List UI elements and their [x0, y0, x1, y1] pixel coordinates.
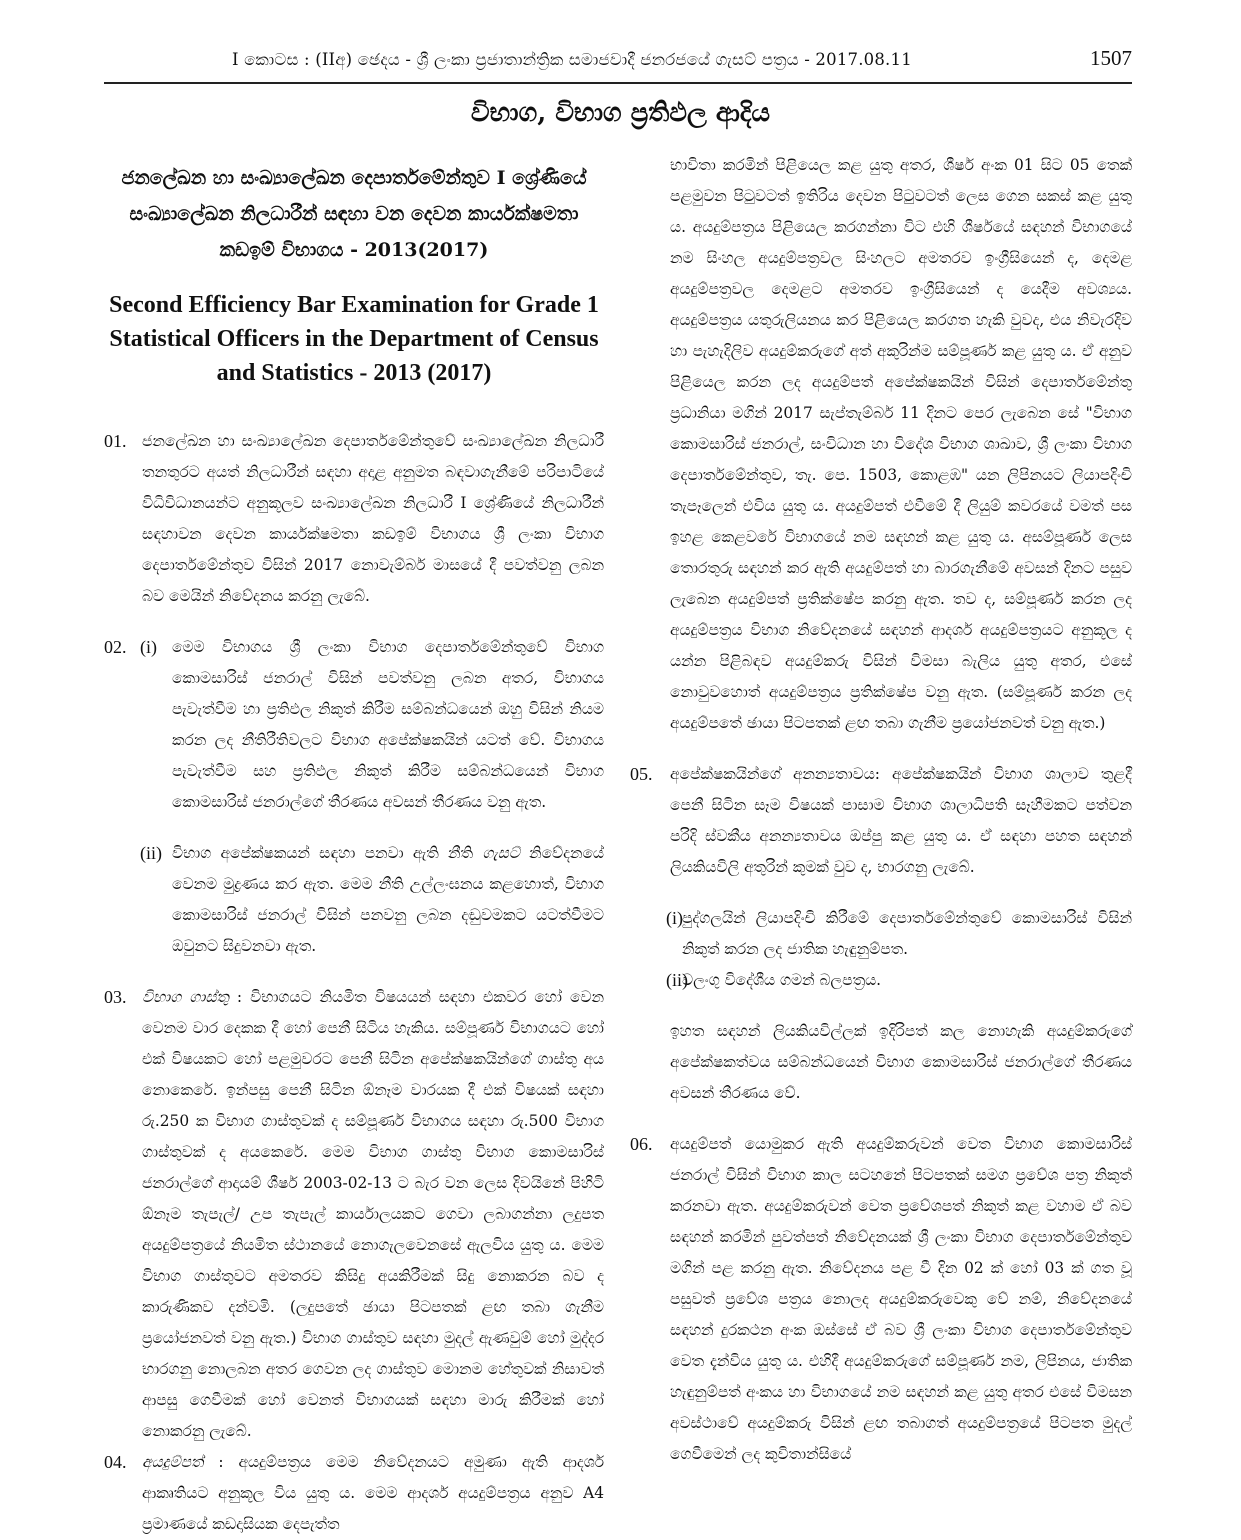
paragraph-text: භාවිතා කරමින් පිළියෙල කළ යුතු අතර, ශීර්ෂ අංක 01 සිට 05 තෙක් පළමුවන පිටුවටත් ඉතිරිය දෙවන පිටුවටත් ලෙස ගෙන සකස් කළ යුතු ය. අයදුම්පත්‍රය පිළියෙල කරගන්නා විට එහි ශීර්ෂයේ සඳහන් විභාගයේ නම සිංහල අයදුම්පත්‍රවල සිංහලට අමතරව ඉංග්‍රීසියෙන් ද, දෙමළ අයදුම්පත්‍රවල දෙමළට අමතරව ඉංග්‍රීසියෙන් ද යෙදීම අවශ්‍යය. අයදුම්පත්‍රය යතුරුලියනය කර පිළියෙල කරගත හැකි වුවද, එය නිවැරදිව හා පැහැදිලිව අයදුම්කරුගේ අත් අකුරින්ම සම්පූර්ණ කළ යුතු ය. ඒ අනුව පිළියෙල කරන ලද අයදුම්පත් අපේක්ෂකයින් විසින් දෙපාර්තමේන්තු ප්‍රධානියා මගින් 2017 සැප්තැම්බර් 11 දිනට පෙර ලැබෙන සේ "විභාග කොමසාරිස් ජනරාල්, සංවිධාන හා විදේශ විභාග ශාඛාව, ශ්‍රී ලංකා විභාග දෙපාර්තමේන්තුව, තැ. පෙ. 1503, කොළඹ" යන ලිපිනයට ලියාපදිංචි තැපෑලෙන් එවිය යුතු ය. අයදුම්පත් එවීමේ දී ලියුම් කවරයේ වමත් පස ඉහළ කෙළවරේ විභාගයේ නම සඳහන් කළ යුතු ය. අසම්පූර්ණ ලෙස තොරතුරු සඳහන් කර ඇති අයදුම්පත් හා බාරගැනීමේ අවසන් දිනට පසුව ලැබෙන අයදුම්පත් ප්‍රතික්ෂේප කරනු ඇත. තව ද, සම්පූර්ණ කරන ලද අයදුම්පත්‍රය විභාග නිවේදනයේ සඳහන් ආදර්ශ අයදුම්පත්‍රයට අනුකූල ද යන්න පිළිබඳව අයදුම්කරු විසින් විමසා බැලිය යුතු අතර, එසේ නොවුවහොත් අයදුම්පත්‍රය ප්‍රතික්ෂේප වනු ඇත. (සම්පූර්ණ කරන ලද අයදුම්පතේ ඡායා පිටපතක් ළඟ තබා ගැනීම ප්‍රයෝජනවත් වනු ඇත.): [670, 156, 1132, 732]
paragraph-number: 03.: [104, 987, 127, 1007]
paragraph-01: [104, 426, 604, 612]
paragraph-number: 04.: [104, 1452, 127, 1472]
paragraph-number: 06.: [630, 1134, 653, 1154]
paragraph-heading: අයදුම්පත්: [142, 1453, 204, 1471]
paragraph-05-closing: [630, 1016, 1132, 1109]
paragraph-text: විභාග ගාස්තු : විභාගයට නියමිත විෂයයන් සඳහා එකවර හෝ වෙන වෙනම වාර දෙකක දී හෝ පෙනී සිටිය හැකිය. සම්පූර්ණ විභාගයට හෝ එක් විෂයකට හෝ පළමුවරට පෙනී සිටින අපේක්ෂකයින්ගේ ගාස්තු අය නොකෙරේ. ඉන්පසු පෙනී සිටින ඕනෑම වාරයක දී එක් විෂයක් සඳහා රු.250 ක විභාග ගාස්තුවක් ද සම්පූර්ණ විභාගය සඳහා රු.500 විභාග ගාස්තුවක් ද අයකෙරේ. මෙම විභාග ගාස්තු විභාග කොමසාරිස් ජනරාල්ගේ ආදායම් ශීර්ෂ 2003-02-13 ට බැර වන ලෙස දිවයිනේ පිහිටි ඕනෑම තැපැල්/ උප තැපැල් කාර්යාලයකට ගෙවා ලබාගන්නා ලදුපත අයදුම්පත්‍රයේ නියමිත ස්ථානයේ නොගැලවෙනසේ ඇලවිය යුතු ය. මෙම විභාග ගාස්තුවට අමතරව කිසිදු අයකිරීමක් සිදු නොකරන බව ද කාරුණිකව දන්වමි. (ලදුපතේ ඡායා පිටපතක් ළඟ තබා ගැනීම ප්‍රයෝජනවත් වනු ඇත.) විභාග ගාස්තුව සඳහා මුදල් ඇණවුම් හෝ මුද්දර භාරගනු නොලබන අතර ගෙවන ලද ගාස්තුව මොනම හේතුවක් නිසාවත් ආපසු ගෙවීමක් හෝ වෙනත් විභාගයක් සඳහා මාරු කිරීමක් හෝ නොකරනු ලැබේ.: [142, 988, 604, 1440]
paragraph-text: වලංගු විදේශීය ගමන් බලපත්‍රය.: [682, 971, 882, 989]
paragraph-03: [104, 982, 604, 1447]
paragraph-05: [630, 759, 1132, 883]
sub-item-label: (ii): [666, 970, 688, 990]
running-header: [104, 40, 1132, 84]
paragraph-02-i: [104, 632, 604, 818]
paragraph-text: පුද්ගලයින් ලියාපදිංචි කිරීමේ දෙපාර්තමේන්තුවේ කොමසාරිස් විසින් නිකුත් කරන ලද ජාතික හැඳුනුම්පත.: [682, 909, 1132, 958]
paragraph-number: 05.: [630, 764, 653, 784]
paragraph-number: 02.: [104, 637, 127, 657]
paragraph-text: ඉහත සඳහන් ලියකියවිල්ලක් ඉදිරිපත් කල නොහැකි අයදුම්කරුගේ අපේක්ෂකත්වය සම්බන්ධයෙන් විභාග කොමසාරිස් ජනරාල්ගේ තීරණය අවසන් තීරණය වේ.: [670, 1022, 1132, 1102]
section-title: විභාග, විභාග ප්‍රතිඵල ආදිය: [470, 98, 771, 128]
paragraph-05-ii: [630, 965, 1132, 996]
paragraph-heading: විභාග ගාස්තු: [142, 988, 229, 1006]
paragraph-04-continued: [630, 150, 1132, 739]
paragraph-text: අයදුම්පත් : අයදුම්පත්‍රය මෙම නිවේදනයට අමුණා ඇති ආදර්ශ ආකෘතියට අනුකූල විය යුතු ය. මෙම ආදර්ශ අයදුම්පත්‍රය අනුව A4 ප්‍රමාණයේ කඩදාසියක දෙපැත්ත: [142, 1453, 604, 1533]
notice-title-english: Second Efficiency Bar Examination for Grade 1 Statistical Officers in the Department of Census and Statistics - 2013 (2017): [109, 292, 599, 386]
sub-item-label: (i): [666, 908, 683, 928]
paragraph-text: අයදුම්පත් යොමුකර ඇති අයදුම්කරුවන් වෙත විභාග කොමසාරිස් ජනරාල් විසින් විභාග කාල සටහනේ පිටපතක් සමග ප්‍රවේශ පත්‍ර නිකුත් කරනවා ඇත. අයදුම්කරුවන් වෙත ප්‍රවේශපත් නිකුත් කළ වහාම ඒ බව සඳහන් කරමින් පුවත්පත් නිවේදනයක් ශ්‍රී ලංකා විභාග දෙපාර්තමේන්තුව මගින් පළ කරනු ඇත. නිවේදනය පළ වී දින 02 ක් හෝ 03 ක් ගත වූ පසුවත් ප්‍රවේශ පත්‍රය නොලද අයදුම්කරුවෙකු වේ නම්, නිවේදනයේ සඳහන් දුරකථන අංක ඔස්සේ ඒ බව ශ්‍රී ලංකා විභාග දෙපාර්තමේන්තුව වෙත දැන්විය යුතු ය. එහිදී අයදුම්කරුගේ සම්පූර්ණ නම, ලිපිනය, ජාතික හැඳුනුම්පත් අංකය හා විභාගයේ නම සඳහන් කළ යුතු අතර එසේ විමසන අවස්ථාවේ අයදුම්කරු විසින් ළඟ තබාගත් අයදුම්පත්‍රයේ පිටපත මුදල් ගෙවීමෙන් ලද කුවිතාන්සියේ: [670, 1135, 1132, 1463]
running-title: I කොටස : (IIඅ) ඡෙදය - ශ්‍රී ලංකා ප්‍රජාතාන්ත්‍රික සමාජවාදී ජනරජයේ ගැසට් පත්‍රය - 2017.08.11: [232, 50, 912, 69]
paragraph-05-i: [630, 903, 1132, 965]
notice-title-sinhala: ජනලේඛන හා සංඛ්‍යාලේඛන දෙපාර්තමේන්තුව I ශ්‍රේණියේ සංඛ්‍යාලේඛන නිලධාරීන් සඳහා වන දෙවන කාර්යක්ෂමතා කඩඉම් විභාගය - 2013(2017): [121, 167, 587, 261]
paragraph-02-ii: [104, 838, 604, 962]
sub-item-label: (ii): [140, 843, 162, 863]
paragraph-text: මෙම විභාගය ශ්‍රී ලංකා විභාග දෙපාර්තමේන්තුවේ විභාග කොමසාරිස් ජනරාල් විසින් පවත්වනු ලබන අතර, විභාගය පැවැත්වීම හා ප්‍රතිඵල නිකුත් කිරීම සම්බන්ධයෙන් ඔහු විසින් නියම කරන ලද නීතිරීතිවලට විභාග අපේක්ෂකයින් යටත් වේ. විභාගය පැවැත්වීම සහ ප්‍රතිඵල නිකුත් කිරීම සම්බන්ධයෙන් විභාග කොමසාරිස් ජනරාල්ගේ තීරණය අවසන් තීරණය වනු ඇත.: [172, 638, 604, 811]
page-number: 1507: [1090, 46, 1132, 70]
left-column: [104, 150, 604, 1540]
sub-item-label: (i): [140, 637, 157, 657]
right-column: [630, 150, 1132, 1470]
paragraph-text: ජනලේඛන හා සංඛ්‍යාලේඛන දෙපාර්තමේන්තුවේ සංඛ්‍යාලේඛන නිලධාරී තනතුරට අයත් නිලධාරීන් සඳහා අදාළ අනුමත බඳවාගැනීමේ පරිපාටියේ විධිවිධානයන්ට අනුකූලව සංඛ්‍යාලේඛන නිලධාරී I ශ්‍රේණියේ නිලධාරීන් සඳහාවන දෙවන කාර්යක්ෂමතා කඩඉම් විභාගය ශ්‍රී ලංකා විභාග දෙපාර්තමේන්තුව විසින් 2017 නොවැම්බර් මාසයේ දී පවත්වනු ලබන බව මෙයින් නිවේදනය කරනු ලැබේ.: [142, 432, 604, 605]
paragraph-number: 01.: [104, 431, 127, 451]
paragraph-text: විභාග අපේක්ෂකයන් සඳහා පනවා ඇති නීති ගැසට් නිවේදනයේ වෙනම මුද්‍රණය කර ඇත. මෙම නීති උල්ලංඝනය කළහොත්, විභාග කොමසාරිස් ජනරාල් විසින් පනවනු ලබන දඬුවමකට යටත්වීමට ඔවුනට සිදුවනවා ඇත.: [172, 844, 604, 955]
paragraph-04: [104, 1447, 604, 1540]
paragraph-text: අපේක්ෂකයින්ගේ අනන්‍යතාවය: අපේක්ෂකයින් විභාග ශාලාව තුළදී පෙනී සිටින සෑම විෂයක් පාසාම විභාග ශාලාධිපති සෑහීමකට පත්වන පරිදි ස්වකීය අනන්‍යතාවය ඔප්පු කළ යුතු ය. ඒ සඳහා පහත සඳහන් ලියකියවිලි අතුරින් කුමක් වුව ද, භාරගනු ලැබේ.: [670, 765, 1132, 876]
paragraph-06: [630, 1129, 1132, 1470]
